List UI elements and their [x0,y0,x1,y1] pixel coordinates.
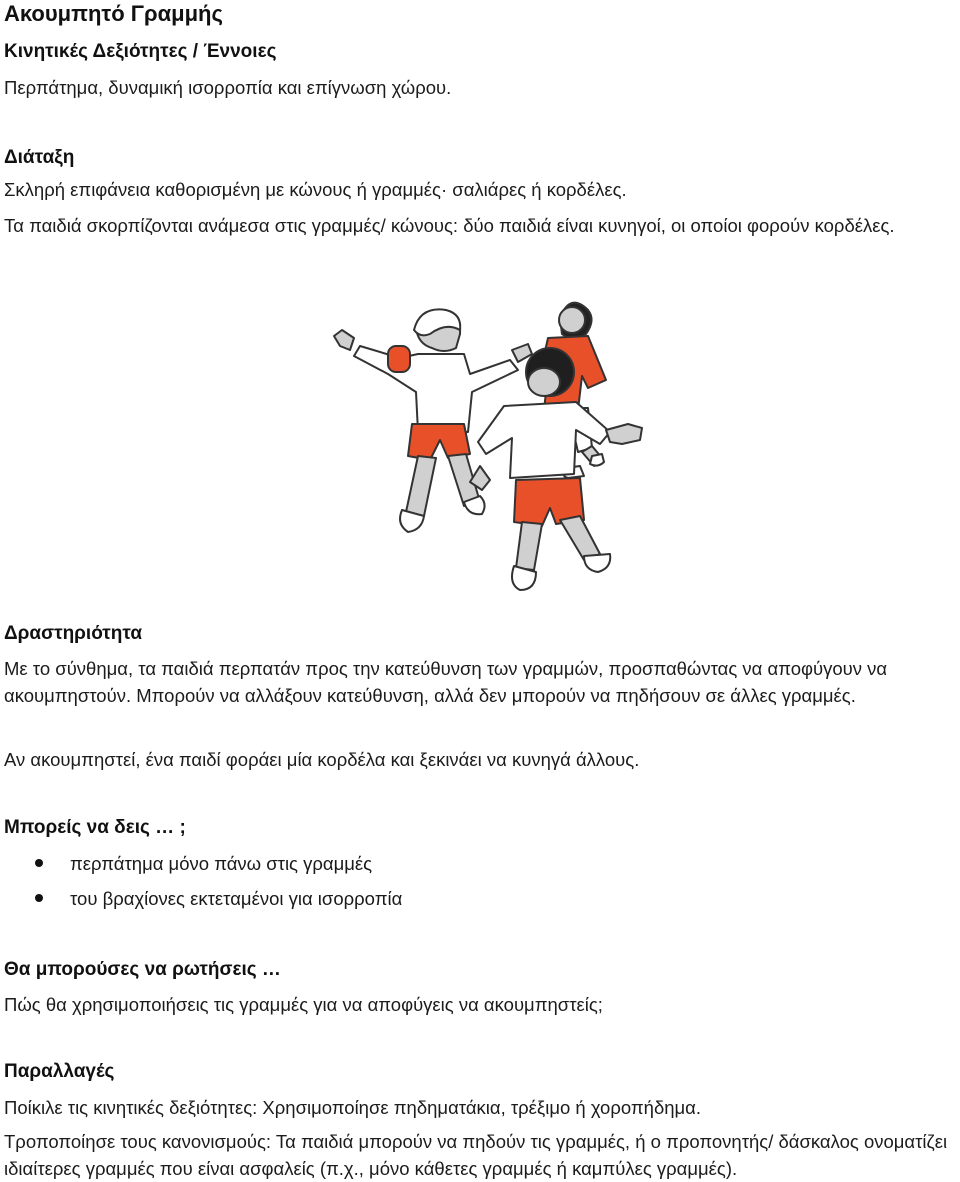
see-list [0,846,960,916]
list-item-text: του βραχίονες εκτεταμένοι για ισορροπία [70,888,403,909]
list-item [0,846,960,881]
setup-line-1: Σκληρή επιφάνεια καθορισμένη με κώνους ή γραμμές· σαλιάρες ή κορδέλες. [4,179,627,200]
list-item [0,881,960,916]
setup-line-2: Τα παιδιά σκορπίζονται ανάμεσα στις γραμμές/ κώνους: δύο παιδιά είναι κυνηγοί, οι οποίοι φορούν κορδέλες. [4,215,895,236]
setup-heading: Διάταξη [4,147,75,168]
activity-heading: Δραστηριότητα [4,623,143,644]
skills-text: Περπάτημα, δυναμική ισορροπία και επίγνωση χώρου. [4,77,452,98]
see-heading: Μπορείς να δεις … ; [4,817,186,838]
activity-line-1: Με το σύνθημα, τα παιδιά περπατάν προς την κατεύθυνση των γραμμών, προσπαθώντας να αποφύγουν να ακουμπηστούν. Μπορούν να αλλάξουν κατεύθυνση, αλλά δεν μπορούν να πηδήσουν σε άλλες γραμμές. [4,658,888,706]
variations-line-2: Τροποποίησε τους κανονισμούς: Τα παιδιά μπορούν να πηδούν τις γραμμές, ή ο προπονητής/ δάσκαλος ονοματίζει ιδιαίτερες γραμμές που είναι ασφαλείς (π.χ., μόνο κάθετες γραμμές ή καμπύλες γραμμές). [4,1131,948,1179]
ask-text: Πώς θα χρησιμοποιήσεις τις γραμμές για να αποφύγεις να ακουμπηστείς; [4,994,603,1015]
variations-line-1: Ποίκιλε τις κινητικές δεξιότητες: Χρησιμοποίησε πηδηματάκια, τρέξιμο ή χοροπήδημα. [4,1097,702,1118]
page-title: Ακουμπητό Γραμμής [4,1,223,26]
boy-chaser-figure [470,348,642,590]
bullet-icon [35,894,43,902]
ask-heading: Θα μπορούσες να ρωτήσεις … [4,959,281,980]
activity-line-2: Αν ακουμπηστεί, ένα παιδί φοράει μία κορδέλα και ξεκινάει να κυνηγά άλλους. [4,749,640,770]
children-playing-illustration [328,288,650,606]
skills-heading: Κινητικές Δεξιότητες / Έννοιες [4,41,277,62]
bullet-icon [35,859,43,867]
list-item-text: περπάτημα μόνο πάνω στις γραμμές [70,853,373,874]
variations-heading: Παραλλαγές [4,1061,115,1082]
